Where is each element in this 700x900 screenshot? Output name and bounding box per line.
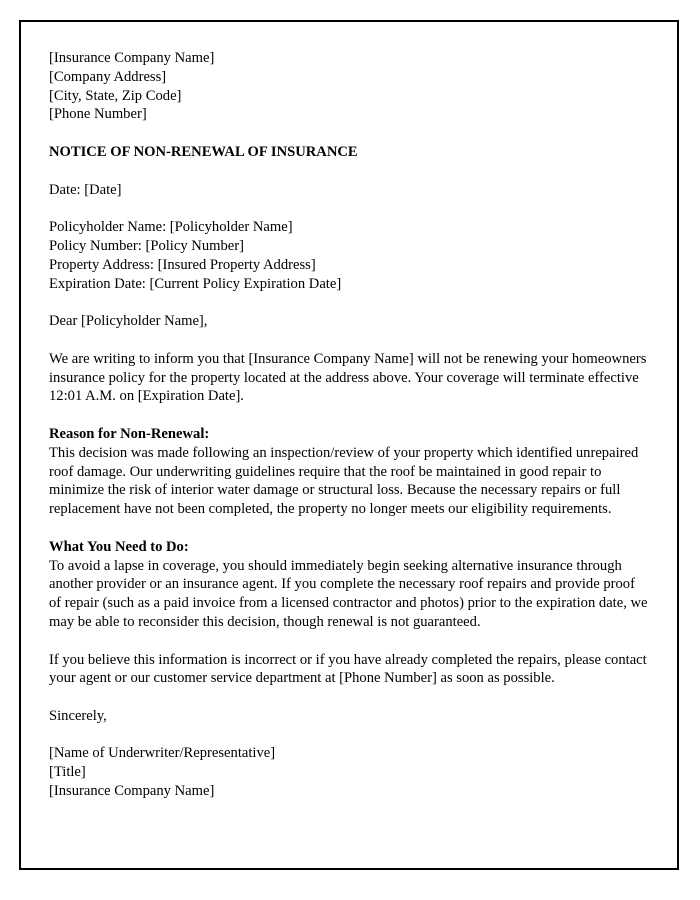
- company-phone-line: [Phone Number]: [49, 106, 147, 123]
- signature-name-line: [Name of Underwriter/Representative]: [49, 745, 276, 762]
- company-name-line: [Insurance Company Name]: [49, 50, 215, 66]
- policy-number-line: Policy Number: [Policy Number]: [49, 237, 244, 254]
- letter-content: [21, 22, 677, 801]
- contact-paragraph: If you believe this information is incorrect or if you have already completed the repairs, please contact your agent or our customer service department at [Phone Number] as soon as possible.: [49, 651, 647, 687]
- letter-title: NOTICE OF NON-RENEWAL OF INSURANCE: [49, 143, 358, 160]
- action-paragraph: To avoid a lapse in coverage, you should immediately begin seeking alternative insurance through another provider or an insurance agent. If you complete the necessary roof repairs and provide proof of repair (such as a paid invoice from a licensed contractor and photos) prior to the expiration date, we may be able to reconsider this decision, though renewal is not guaranteed.: [49, 557, 648, 630]
- salutation: Dear [Policyholder Name],: [49, 313, 208, 330]
- company-address-line: [Company Address]: [49, 68, 167, 85]
- reason-heading: Reason for Non-Renewal:: [49, 425, 210, 442]
- date-line: Date: [Date]: [49, 181, 122, 198]
- signature-block: [49, 744, 649, 800]
- action-heading: What You Need to Do:: [49, 538, 189, 555]
- signature-company-line: [Insurance Company Name]: [49, 783, 215, 800]
- closing: Sincerely,: [49, 707, 107, 724]
- reason-paragraph: This decision was made following an inspection/review of your property which identified unrepaired roof damage. Our underwriting guidelines require that the roof be maintained in good repair to minimize the risk of interior water damage or structural loss. Because the necessary repairs or full replacement have not been completed, the property no longer meets our eligibility requirements.: [49, 444, 639, 518]
- policy-info-block: [49, 218, 649, 293]
- expiration-date-line: Expiration Date: [Current Policy Expiration Date]: [49, 275, 342, 292]
- property-address-line: Property Address: [Insured Property Address]: [49, 256, 316, 273]
- company-city-state-zip-line: [City, State, Zip Code]: [49, 87, 182, 104]
- letter-page: [19, 20, 679, 870]
- intro-paragraph: We are writing to inform you that [Insurance Company Name] will not be renewing your homeowners insurance policy for the property located at the address above. Your coverage will terminate effective 12:01 A.M. on [Expiration Date].: [49, 350, 647, 405]
- signature-title-line: [Title]: [49, 764, 86, 781]
- reason-section: [49, 425, 649, 519]
- company-address-block: [49, 49, 649, 124]
- action-section: [49, 538, 649, 632]
- policyholder-name-line: Policyholder Name: [Policyholder Name]: [49, 219, 293, 236]
